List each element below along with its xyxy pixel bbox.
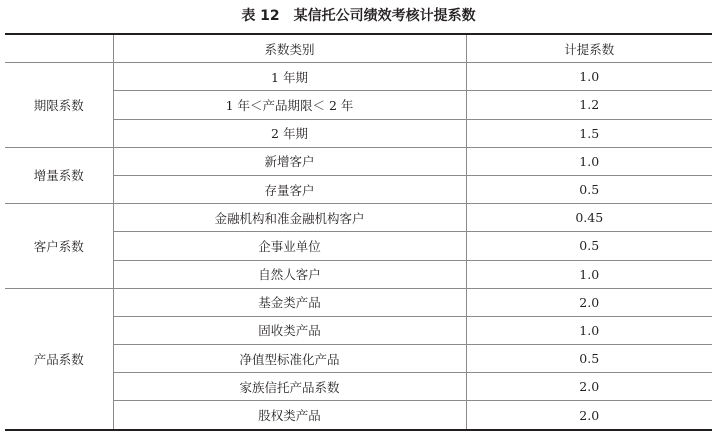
category-cell: 存量客户 [113, 175, 466, 203]
table-header-row [5, 34, 712, 63]
header-cell-group [5, 34, 113, 63]
table-row [5, 288, 712, 316]
coefficient-cell: 1.0 [466, 316, 712, 344]
coefficient-cell: 1.0 [466, 147, 712, 175]
category-cell: 家族信托产品系数 [113, 373, 466, 401]
table-row [5, 204, 712, 232]
category-cell: 金融机构和准金融机构客户 [113, 204, 466, 232]
coefficient-cell: 0.5 [466, 175, 712, 203]
category-cell: 自然人客户 [113, 260, 466, 288]
group-label-increment: 增量系数 [5, 147, 113, 203]
category-cell: 净值型标准化产品 [113, 345, 466, 373]
category-cell: 基金类产品 [113, 288, 466, 316]
table-number: 表 12 [241, 8, 280, 24]
table-caption [0, 6, 717, 26]
category-cell: 固收类产品 [113, 316, 466, 344]
coefficient-cell: 2.0 [466, 401, 712, 430]
coefficient-cell: 1.5 [466, 119, 712, 147]
coefficient-table [5, 33, 712, 431]
header-cell-coefficient: 计提系数 [466, 34, 712, 63]
table-row [5, 147, 712, 175]
header-cell-category: 系数类别 [113, 34, 466, 63]
coefficient-cell: 0.5 [466, 345, 712, 373]
coefficient-cell: 1.2 [466, 91, 712, 119]
group-label-client: 客户系数 [5, 204, 113, 289]
category-cell: 1 年＜产品期限＜ 2 年 [113, 91, 466, 119]
category-cell: 股权类产品 [113, 401, 466, 430]
coefficient-cell: 2.0 [466, 373, 712, 401]
category-cell: 2 年期 [113, 119, 466, 147]
coefficient-cell: 0.5 [466, 232, 712, 260]
category-cell: 新增客户 [113, 147, 466, 175]
coefficient-cell: 0.45 [466, 204, 712, 232]
group-label-product: 产品系数 [5, 288, 113, 429]
coefficient-cell: 1.0 [466, 63, 712, 91]
coefficient-cell: 1.0 [466, 260, 712, 288]
category-cell: 1 年期 [113, 63, 466, 91]
group-label-term: 期限系数 [5, 63, 113, 148]
table-title: 某信托公司绩效考核计提系数 [293, 8, 476, 24]
table-row [5, 63, 712, 91]
coefficient-cell: 2.0 [466, 288, 712, 316]
category-cell: 企事业单位 [113, 232, 466, 260]
